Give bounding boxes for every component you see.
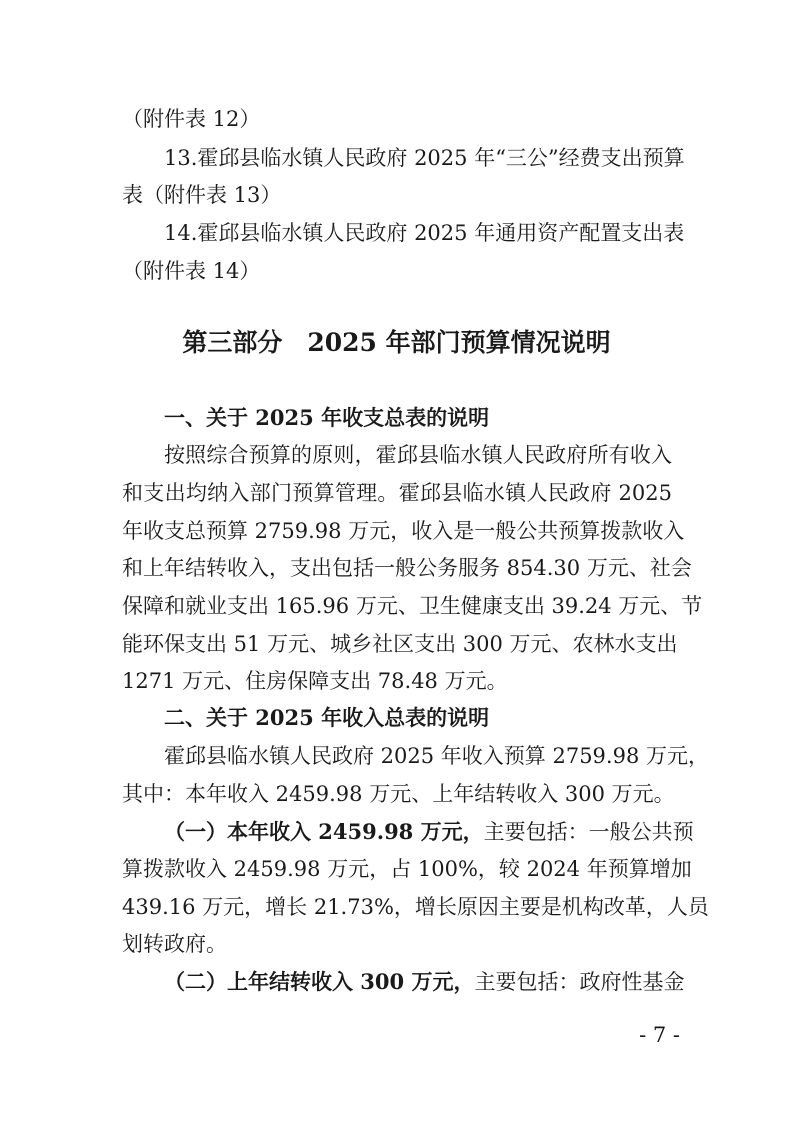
para-1-line-5: 保障和就业支出 165.96 万元、卫生健康支出 39.24 万元、节: [122, 594, 703, 618]
attachment-line-13-cont: 表（附件表 13）: [122, 183, 282, 207]
para-1-line-1: 按照综合预算的原则，霍邱县临水镇人民政府所有收入: [164, 443, 672, 467]
para-2-line-1: 霍邱县临水镇人民政府 2025 年收入预算 2759.98 万元，: [164, 744, 709, 768]
para-3-rest: 主要包括：一般公共预: [483, 820, 694, 844]
para-3-lead: （一）本年收入 2459.98 万元，: [164, 819, 484, 844]
attachment-line-14-cont: （附件表 14）: [122, 259, 261, 283]
attachment-line-13: 13.霍邱县临水镇人民政府 2025 年“三公”经费支出预算: [164, 146, 685, 170]
page-number: - 7 -: [639, 1023, 680, 1047]
para-4-lead: （二）上年结转收入 300 万元，: [164, 969, 475, 994]
para-1-line-7: 1271 万元、住房保障支出 78.48 万元。: [122, 669, 508, 693]
para-3-line-1: [164, 817, 694, 847]
para-1-line-4: 和上年结转收入，支出包括一般公务服务 854.30 万元、社会: [122, 556, 692, 580]
para-2-line-2: 其中：本年收入 2459.98 万元、上年结转收入 300 万元。: [122, 782, 675, 806]
para-4-line-1: [164, 967, 685, 997]
para-3-line-4: 划转政府。: [122, 932, 227, 956]
attachment-line-12: （附件表 12）: [122, 107, 261, 131]
para-1-line-3: 年收支总预算 2759.98 万元，收入是一般公共预算拨款收入: [122, 519, 685, 543]
para-3-line-2: 算拨款收入 2459.98 万元，占 100%，较 2024 年预算增加: [122, 857, 692, 881]
para-4-rest: 主要包括：政府性基金: [474, 970, 685, 994]
para-1-line-2: 和支出均纳入部门预算管理。霍邱县临水镇人民政府 2025: [122, 481, 672, 505]
heading-1: 一、关于 2025 年收支总表的说明: [164, 405, 490, 430]
heading-2: 二、关于 2025 年收入总表的说明: [164, 705, 490, 730]
para-1-line-6: 能环保支出 51 万元、城乡社区支出 300 万元、农林水支出: [122, 632, 678, 656]
attachment-line-14: 14.霍邱县临水镇人民政府 2025 年通用资产配置支出表: [164, 221, 685, 245]
section-title: 第三部分 2025 年部门预算情况说明: [182, 328, 611, 357]
para-3-line-3: 439.16 万元，增长 21.73%，增长原因主要是机构改革，人员: [122, 895, 709, 919]
